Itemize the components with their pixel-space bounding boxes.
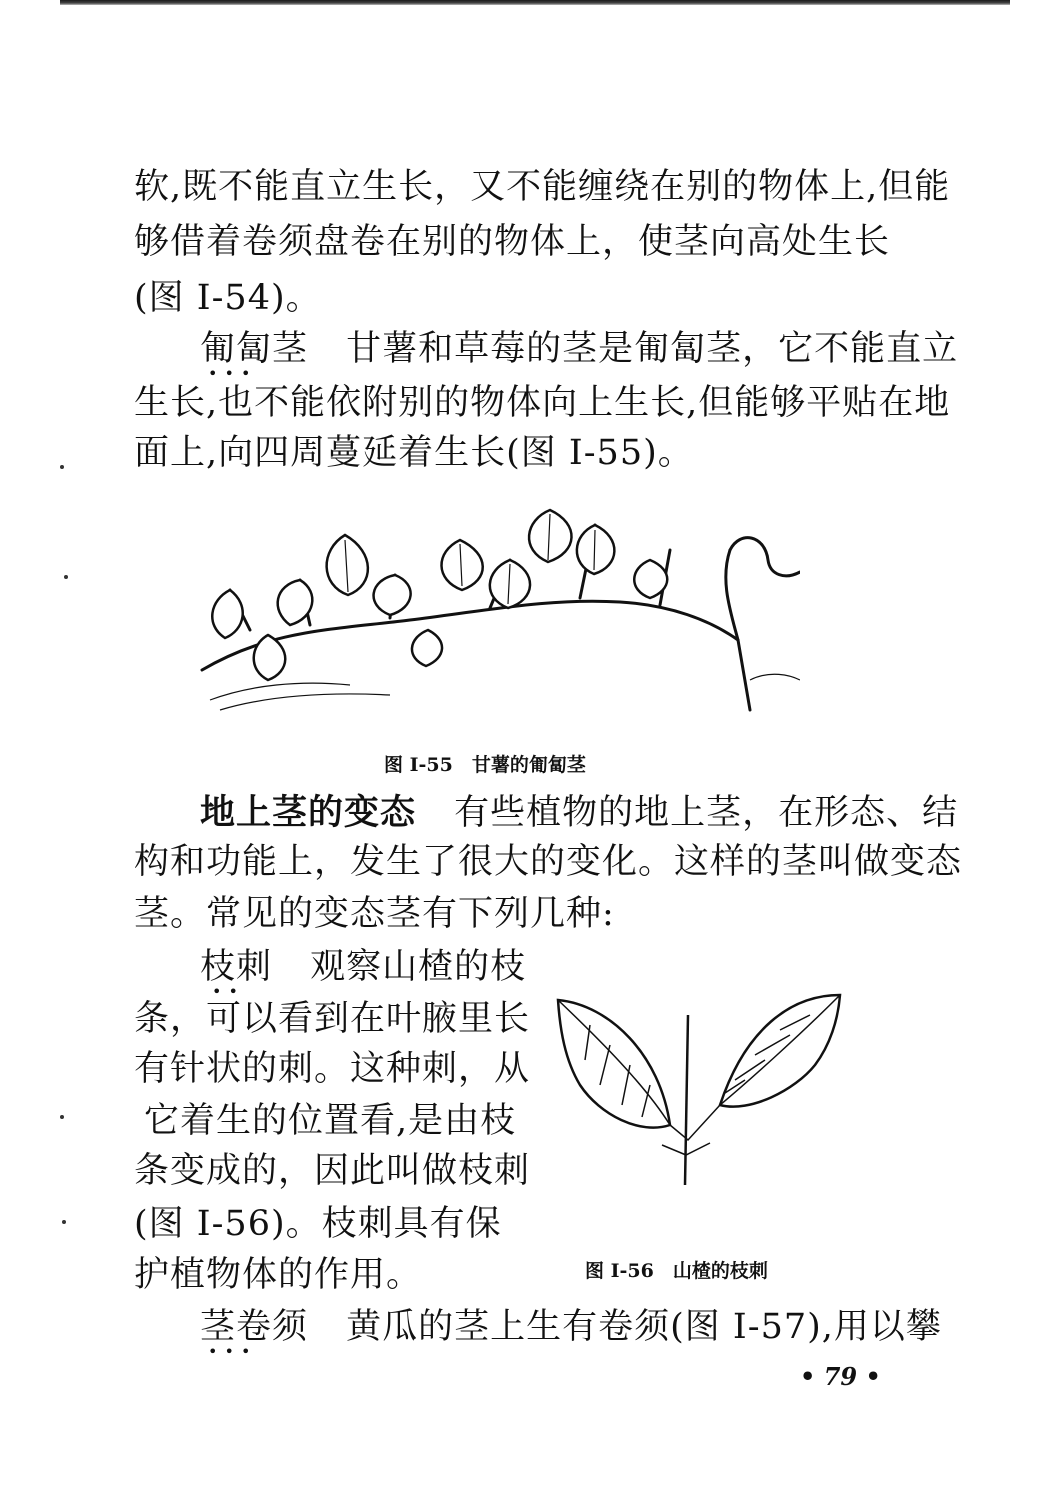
text-line: 面上,向四周蔓延着生长(图 I-55)。 [134,433,694,473]
text-line: 护植物体的作用。 [134,1255,423,1295]
hawthorn-thorn-illustration [550,985,850,1210]
text-span: 观察山楂的枝 [310,947,527,987]
text-line: 生长,也不能依附别的物体向上生长,但能够平贴在地 [134,383,951,423]
paragraph-stolon [200,329,959,369]
term-thorn: 枝刺 • • [200,950,272,985]
text-line: 构和功能上，发生了很大的变化。这样的茎叫做变态 [134,842,963,882]
figure-caption-56: 图 I-56 山楂的枝刺 [585,1260,768,1282]
text-span: 黄瓜的茎上生有卷须(图 I-57),用以攀 [346,1307,942,1347]
text-line: 条，可以看到在叶腋里长 [134,999,531,1039]
page-top-border [60,0,1010,5]
text-line: 软,既不能直立生长，又不能缠绕在别的物体上,但能 [134,167,951,207]
text-line: 有针状的刺。这种刺，从 [134,1049,531,1089]
text-line: 它着生的位置看,是由枝 [144,1101,517,1141]
scan-speck [60,465,64,469]
text-line: 够借着卷须盘卷在别的物体上，使茎向高处生长 [134,222,891,262]
scan-speck [62,1220,66,1224]
text-line: (图 I-54)。 [134,278,322,318]
scan-speck [60,1115,64,1119]
paragraph-thorn [200,947,527,987]
term-stem-tendril: 茎卷须 • • • [200,1310,308,1345]
text-span: 有些植物的地上茎，在形态、结 [454,793,959,833]
text-span: 甘薯和草莓的茎是匍匐茎，它不能直立 [346,329,959,369]
figure-caption-55: 图 I-55 甘薯的匍匐茎 [384,754,586,776]
scan-speck [64,575,68,579]
text-line: (图 I-56)。枝刺具有保 [134,1204,502,1244]
text-line: 条变成的，因此叫做枝刺 [134,1151,531,1191]
page-number: • 79 • [800,1362,881,1391]
sweet-potato-stolon-illustration [190,480,800,720]
term-stolon: 匍匐茎 • • • [200,332,308,367]
paragraph-modified-stems [200,792,959,833]
paragraph-tendril [200,1307,942,1347]
text-line: 茎。常见的变态茎有下列几种: [134,894,615,934]
section-heading: 地上茎的变态 [200,792,417,833]
